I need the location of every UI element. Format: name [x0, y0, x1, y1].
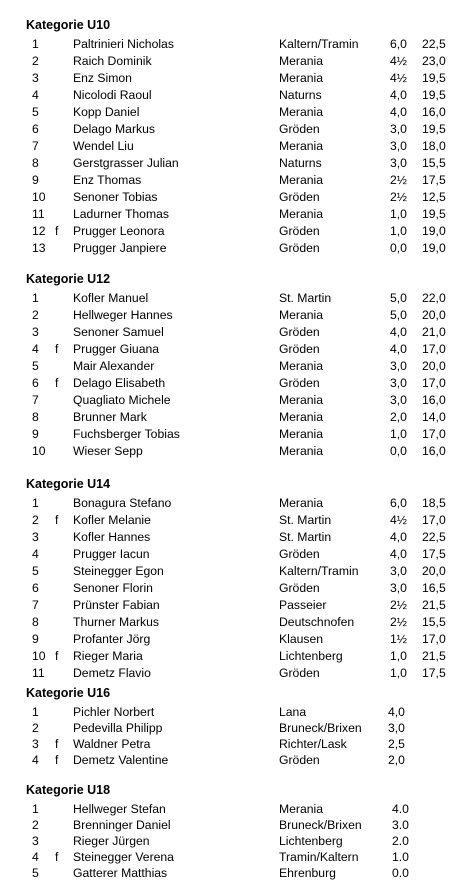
- player-name-cell: Kofler Manuel: [73, 291, 149, 305]
- player-name-cell: Rieger Jürgen: [73, 834, 150, 848]
- rank-cell: 5: [32, 359, 39, 373]
- result-row: [0, 341, 474, 357]
- points-cell: 5,0: [390, 308, 407, 322]
- result-row: [0, 614, 474, 630]
- points-cell: 2,0: [388, 753, 405, 767]
- player-name-cell: Delago Elisabeth: [73, 376, 166, 390]
- rank-cell: 1: [32, 291, 39, 305]
- tiebreak-cell: 22,5: [422, 37, 446, 51]
- points-cell: 4½: [390, 513, 407, 527]
- player-name-cell: Thurner Markus: [73, 615, 160, 629]
- result-row: [0, 563, 474, 579]
- tiebreak-cell: 17,0: [422, 632, 446, 646]
- points-cell: 3,0: [390, 393, 407, 407]
- tiebreak-cell: 17,0: [422, 427, 446, 441]
- rank-cell: 9: [32, 173, 39, 187]
- result-row: [0, 597, 474, 613]
- points-cell: 3,0: [388, 721, 405, 735]
- result-row: [0, 307, 474, 323]
- points-cell: 4,0: [388, 705, 405, 719]
- player-name-cell: Wieser Sepp: [73, 444, 143, 458]
- rank-cell: 4: [32, 88, 39, 102]
- club-cell: Kaltern/Tramin: [279, 37, 359, 51]
- club-cell: Gröden: [279, 666, 320, 680]
- result-row: [0, 736, 474, 752]
- result-row: [0, 121, 474, 137]
- points-cell: 3,0: [390, 139, 407, 153]
- player-name-cell: Wendel Liu: [73, 139, 134, 153]
- female-flag-cell: f: [55, 753, 59, 767]
- player-name-cell: Prugger Iacun: [73, 547, 150, 561]
- result-row: [0, 546, 474, 562]
- player-name-cell: Kofler Melanie: [73, 513, 151, 527]
- tiebreak-cell: 17,5: [422, 666, 446, 680]
- player-name-cell: Brunner Mark: [73, 410, 147, 424]
- points-cell: 4,0: [390, 325, 407, 339]
- club-cell: Merania: [279, 308, 324, 322]
- tiebreak-cell: 17,5: [422, 547, 446, 561]
- player-name-cell: Hellweger Stefan: [73, 802, 166, 816]
- rank-cell: 6: [32, 581, 39, 595]
- club-cell: Lichtenberg: [279, 649, 343, 663]
- player-name-cell: Quagliato Michele: [73, 393, 171, 407]
- result-row: [0, 631, 474, 647]
- tiebreak-cell: 22,5: [422, 530, 446, 544]
- result-row: [0, 529, 474, 545]
- tiebreak-cell: 17,0: [422, 513, 446, 527]
- points-cell: 6,0: [390, 37, 407, 51]
- rank-cell: 7: [32, 139, 39, 153]
- female-flag-cell: f: [55, 737, 59, 751]
- points-cell: 0.0: [392, 866, 409, 880]
- points-cell: 3,0: [390, 376, 407, 390]
- category-title: Kategorie U10: [26, 18, 111, 32]
- points-cell: 4,0: [390, 547, 407, 561]
- points-cell: 2,0: [390, 410, 407, 424]
- rank-cell: 8: [32, 410, 39, 424]
- club-cell: Merania: [279, 54, 324, 68]
- result-row: [0, 189, 474, 205]
- rank-cell: 1: [32, 37, 39, 51]
- player-name-cell: Gerstgrasser Julian: [73, 156, 179, 170]
- club-cell: Naturns: [279, 156, 322, 170]
- player-name-cell: Senoner Samuel: [73, 325, 164, 339]
- player-name-cell: Demetz Valentine: [73, 753, 169, 767]
- tiebreak-cell: 14,0: [422, 410, 446, 424]
- points-cell: 1,0: [390, 207, 407, 221]
- player-name-cell: Steinegger Egon: [73, 564, 164, 578]
- result-row: [0, 392, 474, 408]
- points-cell: 4,0: [390, 88, 407, 102]
- tiebreak-cell: 19,5: [422, 71, 446, 85]
- club-cell: Gröden: [279, 224, 320, 238]
- club-cell: Gröden: [279, 753, 320, 767]
- rank-cell: 3: [32, 737, 39, 751]
- club-cell: Gröden: [279, 547, 320, 561]
- rank-cell: 11: [32, 207, 45, 221]
- result-row: [0, 240, 474, 256]
- result-row: [0, 36, 474, 52]
- club-cell: Klausen: [279, 632, 324, 646]
- points-cell: 4,0: [390, 105, 407, 119]
- club-cell: St. Martin: [279, 291, 332, 305]
- result-row: [0, 580, 474, 596]
- points-cell: 3,0: [390, 564, 407, 578]
- rank-cell: 7: [32, 598, 39, 612]
- player-name-cell: Nicolodi Raoul: [73, 88, 152, 102]
- rank-cell: 2: [32, 308, 39, 322]
- player-name-cell: Bonagura Stefano: [73, 496, 172, 510]
- female-flag-cell: f: [55, 649, 59, 663]
- result-row: [0, 409, 474, 425]
- club-cell: Gröden: [279, 122, 320, 136]
- player-name-cell: Paltrinieri Nicholas: [73, 37, 174, 51]
- club-cell: Merania: [279, 173, 324, 187]
- female-flag-cell: f: [55, 850, 59, 864]
- result-row: [0, 358, 474, 374]
- rank-cell: 5: [32, 105, 39, 119]
- result-row: [0, 817, 474, 833]
- points-cell: 3.0: [392, 818, 409, 832]
- player-name-cell: Waldner Petra: [73, 737, 151, 751]
- club-cell: Gröden: [279, 376, 320, 390]
- rank-cell: 6: [32, 122, 39, 136]
- tiebreak-cell: 20,0: [422, 359, 446, 373]
- points-cell: 4½: [390, 71, 407, 85]
- tiebreak-cell: 20,0: [422, 564, 446, 578]
- club-cell: Merania: [279, 393, 324, 407]
- points-cell: 6,0: [390, 496, 407, 510]
- points-cell: 1,0: [390, 666, 407, 680]
- result-row: [0, 138, 474, 154]
- club-cell: Bruneck/Brixen: [279, 818, 362, 832]
- tiebreak-cell: 18,5: [422, 496, 446, 510]
- result-row: [0, 648, 474, 664]
- club-cell: Richter/Lask: [279, 737, 347, 751]
- points-cell: 2½: [390, 615, 407, 629]
- points-cell: 2½: [390, 173, 407, 187]
- tiebreak-cell: 19,5: [422, 207, 446, 221]
- rank-cell: 12: [32, 224, 46, 238]
- rank-cell: 4: [32, 753, 39, 767]
- result-row: [0, 512, 474, 528]
- rank-cell: 2: [32, 818, 39, 832]
- tiebreak-cell: 17,5: [422, 173, 446, 187]
- category-title: Kategorie U14: [26, 477, 111, 491]
- result-row: [0, 324, 474, 340]
- player-name-cell: Pichler Norbert: [73, 705, 155, 719]
- tiebreak-cell: 20,0: [422, 308, 446, 322]
- result-row: [0, 801, 474, 817]
- player-name-cell: Steinegger Verena: [73, 850, 174, 864]
- result-row: [0, 223, 474, 239]
- rank-cell: 5: [32, 866, 39, 880]
- result-row: [0, 155, 474, 171]
- rank-cell: 3: [32, 834, 39, 848]
- points-cell: 2½: [390, 598, 407, 612]
- club-cell: Bruneck/Brixen: [279, 721, 362, 735]
- points-cell: 3,0: [390, 122, 407, 136]
- rank-cell: 8: [32, 156, 39, 170]
- tiebreak-cell: 19,0: [422, 224, 446, 238]
- points-cell: 1,0: [390, 427, 407, 441]
- rank-cell: 1: [32, 496, 39, 510]
- rank-cell: 8: [32, 615, 39, 629]
- club-cell: Merania: [279, 207, 324, 221]
- points-cell: 2½: [390, 190, 407, 204]
- result-row: [0, 849, 474, 865]
- player-name-cell: Gatterer Matthias: [73, 866, 168, 880]
- result-row: [0, 172, 474, 188]
- points-cell: 1½: [390, 632, 407, 646]
- female-flag-cell: f: [55, 224, 59, 238]
- result-row: [0, 87, 474, 103]
- club-cell: Kaltern/Tramin: [279, 564, 359, 578]
- rank-cell: 1: [32, 802, 39, 816]
- result-row: [0, 704, 474, 720]
- rank-cell: 7: [32, 393, 39, 407]
- points-cell: 1,0: [390, 649, 407, 663]
- rank-cell: 6: [32, 376, 39, 390]
- player-name-cell: Ladurner Thomas: [73, 207, 169, 221]
- tiebreak-cell: 22,0: [422, 291, 446, 305]
- result-row: [0, 495, 474, 511]
- female-flag-cell: f: [55, 376, 59, 390]
- rank-cell: 13: [32, 241, 46, 255]
- club-cell: Tramin/Kaltern: [279, 850, 359, 864]
- player-name-cell: Demetz Flavio: [73, 666, 151, 680]
- points-cell: 3,0: [390, 156, 407, 170]
- tiebreak-cell: 16,0: [422, 444, 446, 458]
- rank-cell: 2: [32, 721, 39, 735]
- club-cell: Gröden: [279, 325, 320, 339]
- player-name-cell: Delago Markus: [73, 122, 155, 136]
- tiebreak-cell: 15,5: [422, 156, 446, 170]
- club-cell: Lana: [279, 705, 307, 719]
- rank-cell: 9: [32, 427, 39, 441]
- points-cell: 0,0: [390, 444, 407, 458]
- tiebreak-cell: 21,5: [422, 649, 446, 663]
- result-row: [0, 290, 474, 306]
- result-row: [0, 752, 474, 768]
- rank-cell: 11: [32, 666, 45, 680]
- rank-cell: 10: [32, 649, 46, 663]
- club-cell: Merania: [279, 496, 324, 510]
- player-name-cell: Prugger Leonora: [73, 224, 165, 238]
- points-cell: 3,0: [390, 581, 407, 595]
- female-flag-cell: f: [55, 513, 59, 527]
- player-name-cell: Enz Simon: [73, 71, 132, 85]
- club-cell: St. Martin: [279, 530, 332, 544]
- tiebreak-cell: 18,0: [422, 139, 446, 153]
- result-row: [0, 375, 474, 391]
- tiebreak-cell: 12,5: [422, 190, 446, 204]
- rank-cell: 1: [32, 705, 39, 719]
- player-name-cell: Kopp Daniel: [73, 105, 140, 119]
- club-cell: Merania: [279, 427, 324, 441]
- player-name-cell: Mair Alexander: [73, 359, 155, 373]
- result-row: [0, 104, 474, 120]
- rank-cell: 10: [32, 444, 46, 458]
- category-title: Kategorie U18: [26, 783, 111, 797]
- result-row: [0, 206, 474, 222]
- rank-cell: 2: [32, 54, 39, 68]
- rank-cell: 3: [32, 530, 39, 544]
- player-name-cell: Brenninger Daniel: [73, 818, 171, 832]
- player-name-cell: Pedevilla Philipp: [73, 721, 163, 735]
- female-flag-cell: f: [55, 342, 59, 356]
- result-row: [0, 443, 474, 459]
- player-name-cell: Prugger Giuana: [73, 342, 160, 356]
- points-cell: 4½: [390, 54, 407, 68]
- points-cell: 0,0: [390, 241, 407, 255]
- points-cell: 2.0: [392, 834, 409, 848]
- result-row: [0, 665, 474, 681]
- rank-cell: 3: [32, 71, 39, 85]
- rank-cell: 4: [32, 547, 39, 561]
- player-name-cell: Senoner Florin: [73, 581, 153, 595]
- club-cell: Gröden: [279, 342, 320, 356]
- category-title: Kategorie U12: [26, 272, 111, 286]
- player-name-cell: Enz Thomas: [73, 173, 142, 187]
- player-name-cell: Prugger Janpiere: [73, 241, 167, 255]
- rank-cell: 3: [32, 325, 39, 339]
- rank-cell: 9: [32, 632, 39, 646]
- player-name-cell: Hellweger Hannes: [73, 308, 173, 322]
- club-cell: Gröden: [279, 190, 320, 204]
- player-name-cell: Profanter Jörg: [73, 632, 151, 646]
- club-cell: Merania: [279, 71, 324, 85]
- player-name-cell: Senoner Tobias: [73, 190, 158, 204]
- tiebreak-cell: 17,0: [422, 376, 446, 390]
- rank-cell: 5: [32, 564, 39, 578]
- rank-cell: 4: [32, 850, 39, 864]
- player-name-cell: Rieger Maria: [73, 649, 143, 663]
- club-cell: Merania: [279, 410, 324, 424]
- result-row: [0, 720, 474, 736]
- result-row: [0, 833, 474, 849]
- category-title: Kategorie U16: [26, 686, 111, 700]
- result-row: [0, 53, 474, 69]
- result-row: [0, 865, 474, 881]
- tiebreak-cell: 19,5: [422, 88, 446, 102]
- tiebreak-cell: 19,5: [422, 122, 446, 136]
- player-name-cell: Raich Dominik: [73, 54, 152, 68]
- club-cell: Ehrenburg: [279, 866, 336, 880]
- points-cell: 4,0: [390, 530, 407, 544]
- tiebreak-cell: 19,0: [422, 241, 446, 255]
- points-cell: 5,0: [390, 291, 407, 305]
- club-cell: St. Martin: [279, 513, 332, 527]
- rank-cell: 2: [32, 513, 39, 527]
- points-cell: 1,0: [390, 224, 407, 238]
- club-cell: Merania: [279, 139, 324, 153]
- tiebreak-cell: 23,0: [422, 54, 446, 68]
- points-cell: 3,0: [390, 359, 407, 373]
- club-cell: Lichtenberg: [279, 834, 343, 848]
- points-cell: 4,0: [390, 342, 407, 356]
- tiebreak-cell: 16,0: [422, 105, 446, 119]
- tiebreak-cell: 16,0: [422, 393, 446, 407]
- rank-cell: 10: [32, 190, 46, 204]
- rank-cell: 4: [32, 342, 39, 356]
- points-cell: 4.0: [392, 802, 409, 816]
- club-cell: Gröden: [279, 241, 320, 255]
- club-cell: Naturns: [279, 88, 322, 102]
- player-name-cell: Kofler Hannes: [73, 530, 151, 544]
- club-cell: Merania: [279, 802, 324, 816]
- points-cell: 1.0: [392, 850, 409, 864]
- tiebreak-cell: 15,5: [422, 615, 446, 629]
- tiebreak-cell: 16,5: [422, 581, 446, 595]
- player-name-cell: Prünster Fabian: [73, 598, 160, 612]
- club-cell: Merania: [279, 105, 324, 119]
- result-row: [0, 426, 474, 442]
- club-cell: Deutschnofen: [279, 615, 355, 629]
- club-cell: Merania: [279, 359, 324, 373]
- tiebreak-cell: 21,0: [422, 325, 446, 339]
- result-row: [0, 70, 474, 86]
- points-cell: 2,5: [388, 737, 405, 751]
- player-name-cell: Fuchsberger Tobias: [73, 427, 180, 441]
- club-cell: Merania: [279, 444, 324, 458]
- tiebreak-cell: 17,0: [422, 342, 446, 356]
- club-cell: Gröden: [279, 581, 320, 595]
- tiebreak-cell: 21,5: [422, 598, 446, 612]
- club-cell: Passeier: [279, 598, 327, 612]
